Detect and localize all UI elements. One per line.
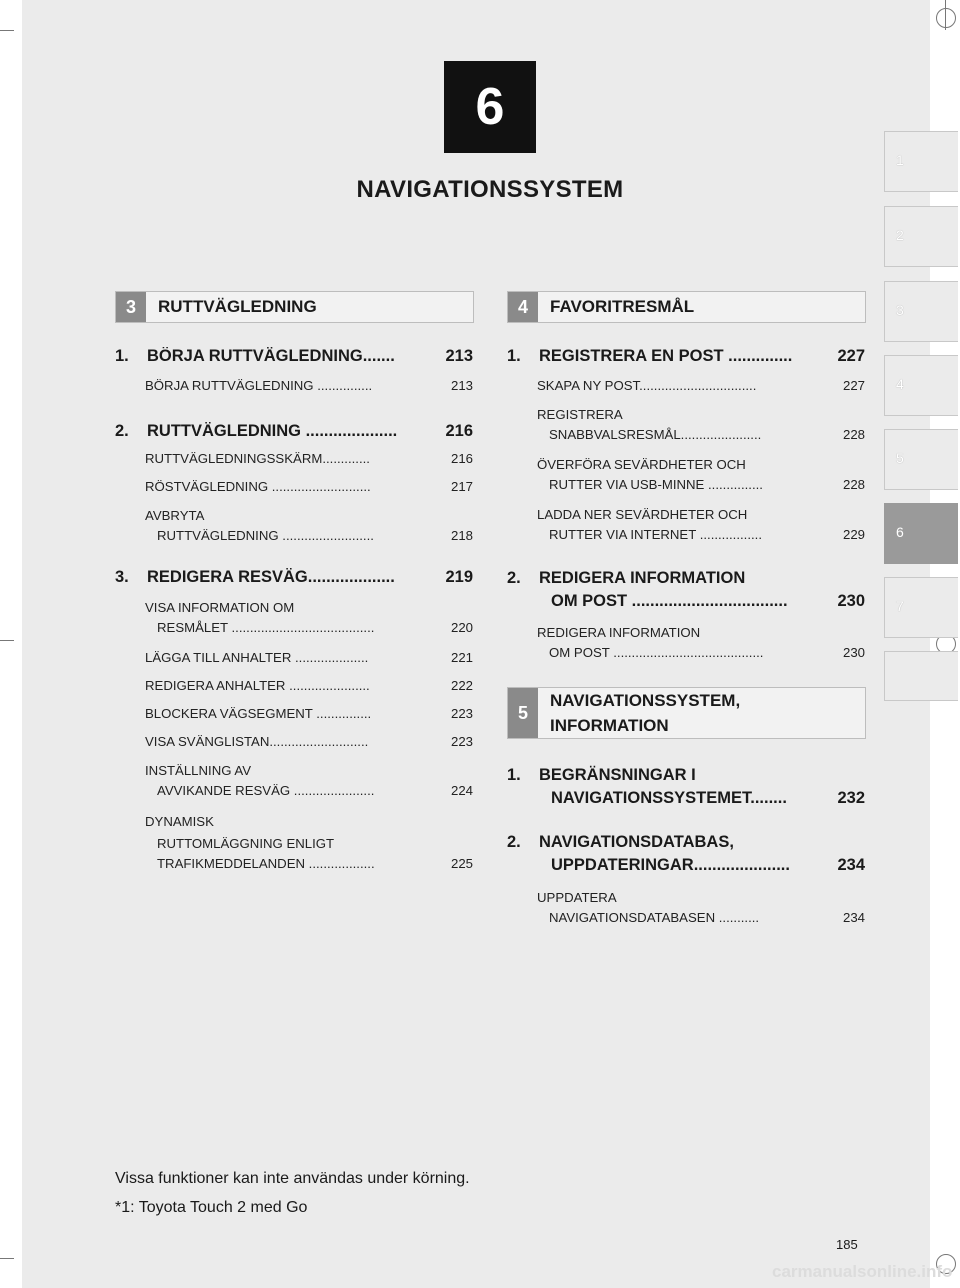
- section-header-5: [507, 687, 866, 739]
- toc-column-right: [507, 0, 865, 1288]
- toc-entry[interactable]: SKAPA NY POST................................ 227: [537, 378, 865, 393]
- toc-heading[interactable]: 2. RUTTVÄGLEDNING .................... 216: [115, 422, 473, 440]
- registration-circle: [936, 8, 956, 28]
- chapter-tab-1[interactable]: 1: [884, 131, 958, 192]
- crop-mark: [0, 1258, 14, 1259]
- chapter-title: NAVIGATIONSSYSTEM: [356, 176, 624, 203]
- toc-entry[interactable]: VISA INFORMATION OM RESMÅLET ....................................... 220: [145, 600, 473, 635]
- crop-mark: [0, 30, 14, 31]
- toc-heading[interactable]: 2. REDIGERA INFORMATION OM POST .................................. 230: [507, 569, 865, 610]
- section-number: 4: [508, 292, 538, 322]
- toc-entry[interactable]: AVBRYTA RUTTVÄGLEDNING ......................... 218: [145, 508, 473, 543]
- toc-entry[interactable]: INSTÄLLNING AV AVVIKANDE RESVÄG ...................... 224: [145, 763, 473, 798]
- toc-heading[interactable]: 1. REGISTRERA EN POST .............. 227: [507, 347, 865, 365]
- chapter-tab-4[interactable]: 4: [884, 355, 958, 416]
- section-title: RUTTVÄGLEDNING: [158, 297, 317, 317]
- toc-entry[interactable]: REDIGERA INFORMATION OM POST ......................................... 230: [537, 625, 865, 660]
- toc-heading[interactable]: 3. REDIGERA RESVÄG................... 219: [115, 568, 473, 586]
- toc-entry[interactable]: LADDA NER SEVÄRDHETER OCH RUTTER VIA INTERNET ................. 229: [537, 507, 865, 542]
- toc-entry[interactable]: UPPDATERA NAVIGATIONSDATABASEN ........... 234: [537, 890, 865, 925]
- section-number: 3: [116, 292, 146, 322]
- toc-entry[interactable]: REDIGERA ANHALTER ...................... 222: [145, 678, 473, 693]
- footer-note: Vissa funktioner kan inte användas under körning.: [115, 1170, 470, 1187]
- section-number: 5: [508, 688, 538, 738]
- toc-entry[interactable]: RUTTVÄGLEDNINGSSKÄRM............. 216: [145, 451, 473, 466]
- toc-heading[interactable]: 1. BEGRÄNSNINGAR I NAVIGATIONSSYSTEMET........ 232: [507, 766, 865, 807]
- chapter-tab-7[interactable]: 7: [884, 577, 958, 638]
- chapter-tab-6[interactable]: 6: [884, 503, 958, 564]
- chapter-tab-8[interactable]: [884, 651, 958, 701]
- section-title: FAVORITRESMÅL: [550, 297, 695, 317]
- chapter-tab-2[interactable]: 2: [884, 206, 958, 267]
- toc-entry[interactable]: LÄGGA TILL ANHALTER .................... 221: [145, 650, 473, 665]
- toc-heading[interactable]: 2. NAVIGATIONSDATABAS, UPPDATERINGAR..................... 234: [507, 833, 865, 874]
- toc-entry[interactable]: DYNAMISK RUTTOMLÄGGNING ENLIGT TRAFIKMEDDELANDEN .................. 225: [145, 814, 473, 871]
- toc-entry[interactable]: ÖVERFÖRA SEVÄRDHETER OCH RUTTER VIA USB-MINNE ............... 228: [537, 457, 865, 492]
- section-title: NAVIGATIONSSYSTEM, INFORMATION: [550, 690, 741, 735]
- page-number: 185: [836, 1237, 858, 1252]
- toc-entry[interactable]: RÖSTVÄGLEDNING ........................... 217: [145, 479, 473, 494]
- chapter-tab-5[interactable]: 5: [884, 429, 958, 490]
- crop-mark: [0, 640, 14, 641]
- chapter-number-box: 6: [444, 61, 536, 153]
- footnote: *1: Toyota Touch 2 med Go: [115, 1199, 308, 1216]
- chapter-tab-3[interactable]: 3: [884, 281, 958, 342]
- toc-column-left: [115, 0, 473, 1288]
- toc-entry[interactable]: VISA SVÄNGLISTAN........................... 223: [145, 734, 473, 749]
- toc-entry[interactable]: BLOCKERA VÄGSEGMENT ............... 223: [145, 706, 473, 721]
- toc-entry[interactable]: REGISTRERA SNABBVALSRESMÅL...................... 228: [537, 407, 865, 442]
- watermark: carmanualsonline.info: [772, 1262, 953, 1281]
- toc-entry[interactable]: BÖRJA RUTTVÄGLEDNING ............... 213: [145, 378, 473, 393]
- toc-heading[interactable]: 1. BÖRJA RUTTVÄGLEDNING....... 213: [115, 347, 473, 365]
